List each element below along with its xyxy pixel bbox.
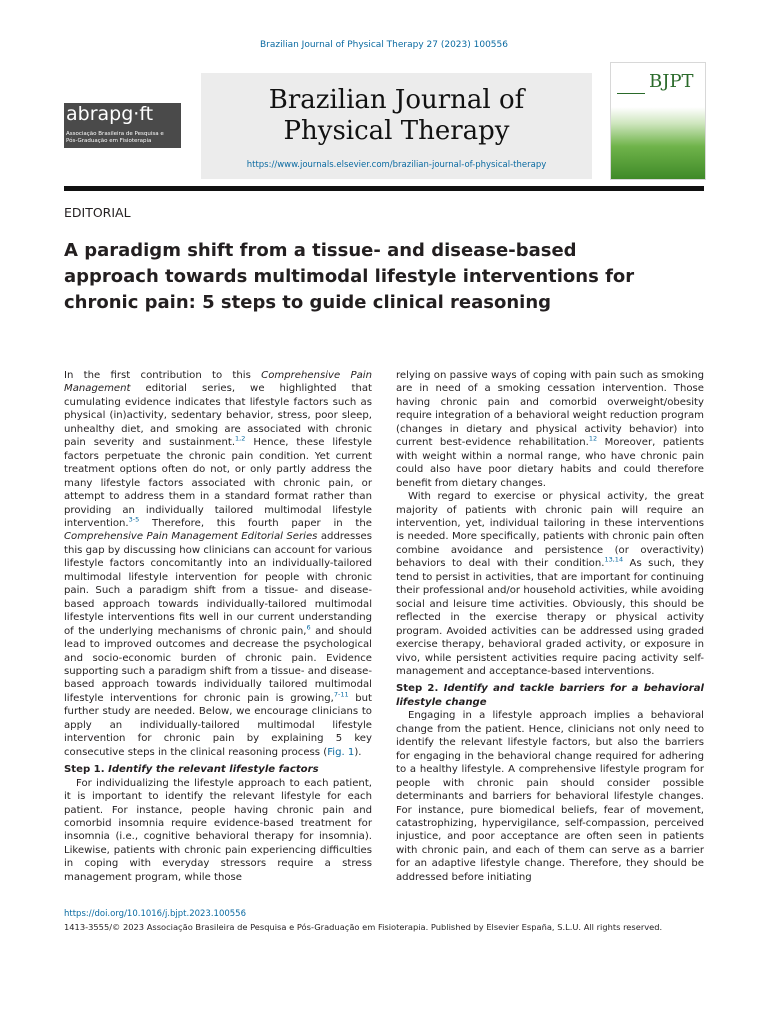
- text-run: Hence, these lifestyle factors perpetuate the chronic pain condition. Yet current treatment options often do not, or only partly address the many lifestyle factors associated with chronic pain, or attempt to address them in a standard format rather than providing an individually tailored multimodal lifestyle intervention.: [64, 437, 372, 529]
- step-label: Step 1.: [64, 764, 109, 776]
- text-run: but further study are needed. Below, we encourage clinicians to apply an individually-tailored multimodal lifestyle intervention for chronic pain by explaining 5 key consecutive steps in the clinical reasoning process (: [64, 692, 372, 758]
- copyright-notice: 1413-3555/© 2023 Associação Brasileira de Pesquisa e Pós-Graduação em Fisioterapia. Published by Elsevier España, S.L.U. All rights reserved.: [64, 922, 663, 932]
- step-title: Identify the relevant lifestyle factors: [108, 764, 319, 776]
- reference-link[interactable]: 1,2: [235, 434, 246, 443]
- journal-url-link[interactable]: https://www.journals.elsevier.com/brazilian-journal-of-physical-therapy: [246, 160, 547, 170]
- section-label: EDITORIAL: [64, 205, 131, 220]
- reference-link[interactable]: 6: [306, 623, 311, 632]
- step-1-paragraph: For individualizing the lifestyle approach to each patient, it is important to identify the relevant lifestyle for each patient. For instance, people having chronic pain and comorbid insomnia require evidence-based treatment for insomnia (i.e., cognitive behavioral therapy for insomnia). Likewise, patients with chronic pain experiencing difficulties in coping with everyday stressors require a stress management program, while those: [64, 777, 372, 883]
- series-name: Comprehensive Pain Management: [64, 370, 372, 395]
- step-1-heading: [64, 763, 372, 776]
- text-run: With regard to exercise or physical activity, the great majority of patients with chronic pain will require an intervention, yet, individual tailoring in these interventions is needed. More specifically, patients with chronic pain often combine avoidance and persistence (or overactivity) behaviors to deal with their condition.: [396, 491, 704, 570]
- step-title: Identify and tackle barriers for a behavioral lifestyle change: [396, 683, 704, 708]
- step-2-heading: [396, 682, 704, 709]
- journal-title: [201, 85, 592, 147]
- text-run: In the first contribution to this: [64, 370, 262, 381]
- logo-subtitle-line-2: Pós-Graduação em Fisioterapia: [66, 138, 152, 144]
- text-run: editorial series, we highlighted that cumulating evidence indicates that lifestyle factors such as physical (in)activity, sedentary behavior, stress, poor sleep, unhealthy diet, and smoking are associated with chronic pain severity and sustainment.: [64, 383, 372, 449]
- reference-link[interactable]: 3-5: [128, 515, 140, 524]
- article-title: [64, 238, 664, 316]
- article-title-line-1: A paradigm shift from a tissue- and disease-based: [64, 240, 577, 261]
- text-run: and should lead to improved outcomes and decrease the psychological and socio-economic burden of chronic pain. Evidence supporting such a paradigm shift from a tissue- and disease-based approach towards individually tailored multimodal lifestyle interventions for chronic pain is growing,: [64, 625, 372, 704]
- figure-link[interactable]: Fig. 1: [327, 746, 355, 758]
- exercise-paragraph: [396, 490, 704, 678]
- article-title-line-2: approach towards multimodal lifestyle interventions for: [64, 266, 635, 287]
- text-run: As such, they tend to persist in activities, that are important for continuing their professional and/or household activities, while avoiding social and leisure time activities. Obviously, this should be reflected in the exercise therapy or physical activity program. Avoided activities can be addressed using graded exercise therapy, behavioral graded activity, or exposure in vivo, while persistent activities require pacing activity self-management and acceptance-based interventions.: [396, 558, 705, 677]
- series-name: Comprehensive Pain Management Editorial Series: [64, 531, 318, 543]
- reference-link[interactable]: 12: [588, 434, 598, 443]
- text-run: relying on passive ways of coping with pain such as smoking are in need of a smoking cessation intervention. Those having chronic pain and comorbid overweight/obesity require integration of a behavioral weight reduction program (changes in dietary and physical activity behavior) into current best-evidence rehabilitation.: [396, 370, 704, 449]
- journal-banner: [201, 73, 592, 179]
- text-run: ).: [354, 746, 362, 758]
- article-title-line-3: chronic pain: 5 steps to guide clinical reasoning: [64, 292, 552, 313]
- reference-link[interactable]: 7-11: [333, 690, 349, 699]
- text-run: Therefore, this fourth paper in the: [139, 517, 372, 529]
- continued-paragraph: [396, 369, 704, 490]
- cover-rule: [617, 93, 645, 94]
- logo-wordmark: abrapg·ft: [66, 103, 154, 125]
- logo-subtitle-line-1: Associação Brasileira de Pesquisa e: [66, 131, 164, 137]
- header-divider: [64, 186, 704, 191]
- journal-title-line-2: Physical Therapy: [283, 116, 510, 146]
- step-2-paragraph: Engaging in a lifestyle approach implies a behavioral change from the patient. Hence, clinicians not only need to identify the relevant lifestyle factors, but also the barriers for engaging in the behavioral change required for adhering to a healthy lifestyle. A comprehensive lifestyle program for people with chronic pain should consider possible determinants and barriers for behavioral lifestyle changes. For instance, pure biomedical beliefs, fear of movement, catastrophizing, hypervigilance, self-compassion, perceived injustice, and poor acceptance are often seen in patients with chronic pain, and each of them can serve as a barrier for an adaptive lifestyle change. Therefore, they should be addressed before initiating: [396, 710, 704, 883]
- abrapg-ft-logo: [64, 103, 181, 148]
- journal-cover-image: [610, 62, 706, 180]
- logo-subtitle: [66, 131, 164, 145]
- left-column: [64, 369, 372, 884]
- journal-title-line-1: Brazilian Journal of: [268, 85, 525, 115]
- text-run: addresses this gap by discussing how clinicians can account for various lifestyle factors concomitantly into an individually-tailored multimodal lifestyle intervention for people with chronic pain. Such a paradigm shift from a tissue- and disease-based approach towards individually-tailored multimodal lifestyle interventions fits well in our current understanding of the underlying mechanisms of chronic pain,: [64, 531, 372, 637]
- step-label: Step 2.: [396, 683, 444, 695]
- text-run: Moreover, patients with weight within a normal range, who have chronic pain could also have poor dietary habits and could therefore benefit from dietary changes.: [396, 437, 704, 489]
- intro-paragraph: [64, 369, 372, 759]
- reference-link[interactable]: 13,14: [604, 555, 624, 564]
- doi-link[interactable]: https://doi.org/10.1016/j.bjpt.2023.100556: [64, 909, 246, 919]
- cover-title: BJPT: [649, 71, 694, 92]
- journal-citation: Brazilian Journal of Physical Therapy 27 (2023) 100556: [259, 40, 508, 50]
- right-column: [396, 369, 704, 884]
